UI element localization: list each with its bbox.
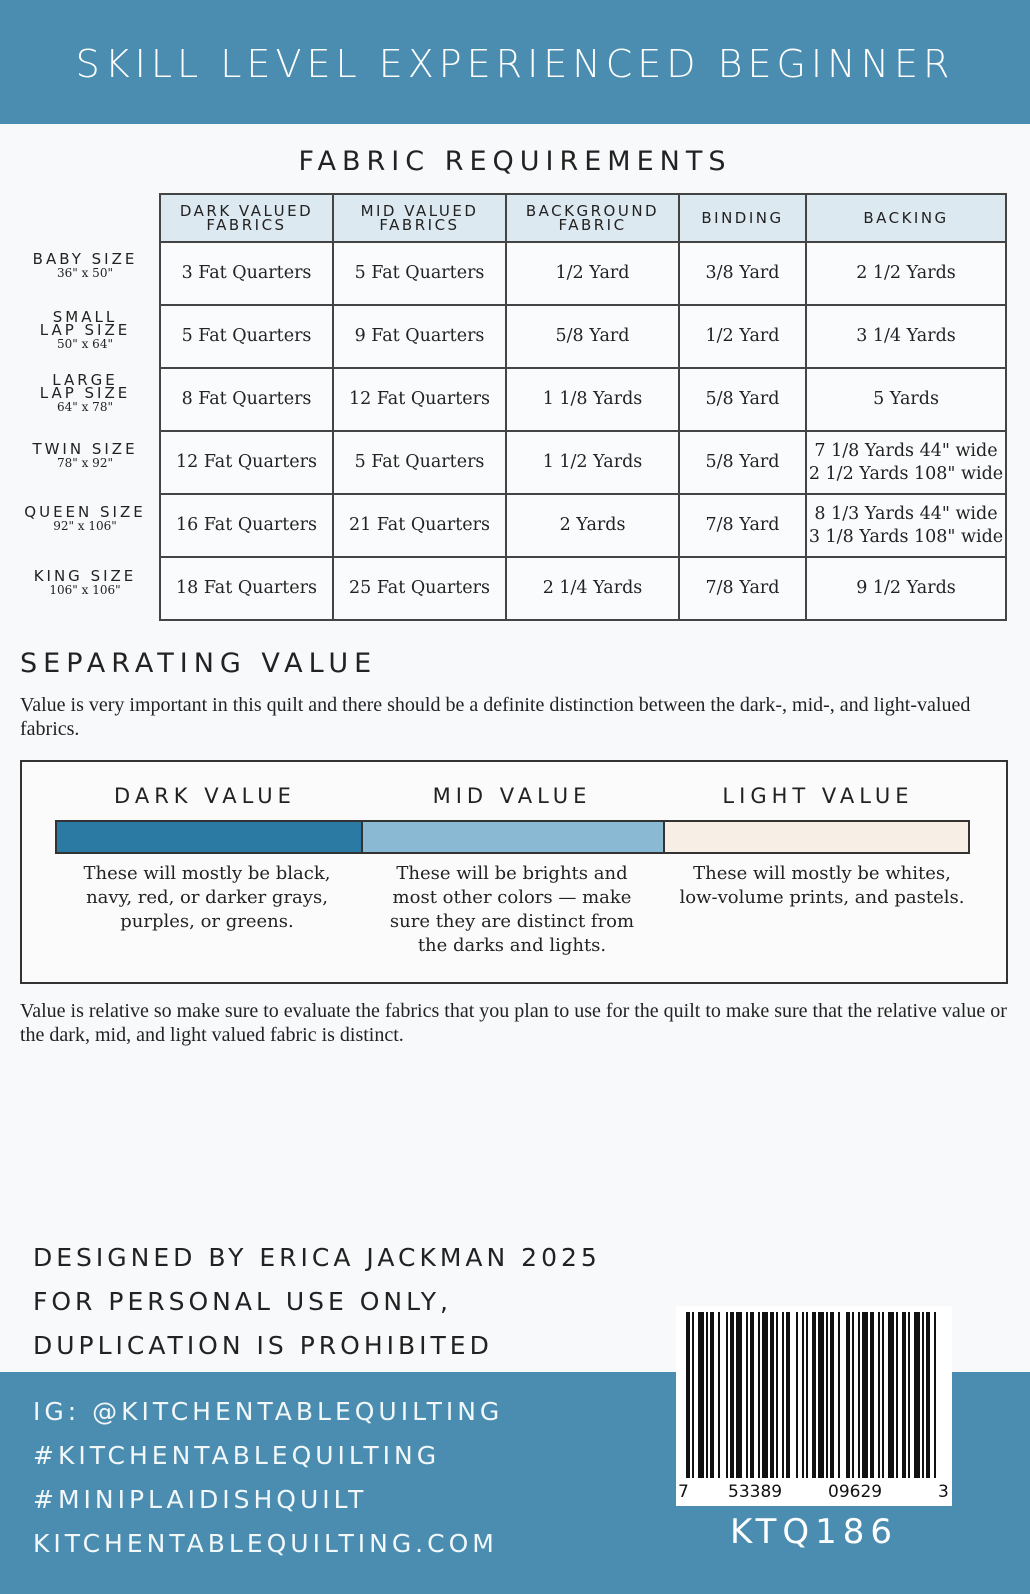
row-size-name: LAP SIZE [39,384,131,402]
light-value-swatch [663,820,970,854]
skill-level-banner [0,0,1030,124]
barcode-digit-group1: 53389 [728,1482,783,1502]
barcode-bar [692,1312,694,1478]
row-size-name: LARGE [52,371,118,389]
barcode-bar [698,1312,704,1478]
barcode-bar [782,1312,784,1478]
mid-value-description: These will be brights and most other colors — make sure they are distinct from the darks and lights. [389,863,635,956]
cell-binding: 3/8 Yard [679,242,806,305]
barcode-bar [926,1312,930,1478]
light-value-label: LIGHT VALUE [722,784,914,808]
barcode-bar [762,1312,768,1478]
barcode-bar [726,1312,728,1478]
cell-backing: 5 Yards [806,368,1006,431]
barcode-bar [686,1312,690,1478]
barcode-bar [830,1312,834,1478]
table-row [160,557,1006,620]
cell-binding: 7/8 Yard [679,557,806,620]
cell-background: 1/2 Yard [506,242,679,305]
row-label-king [16,567,154,597]
duplication-notice: DUPLICATION IS PROHIBITED [33,1331,493,1360]
column-header-binding: BINDING [679,194,806,242]
barcode-bar [902,1312,906,1478]
barcode-bar [858,1312,860,1478]
cell-binding: 1/2 Yard [679,305,806,368]
barcode-bar [826,1312,828,1478]
barcode-bar [796,1312,798,1478]
barcode-bar [870,1312,874,1478]
barcode-bar [786,1312,790,1478]
product-sku: KTQ186 [729,1512,899,1552]
personal-use-notice: FOR PERSONAL USE ONLY, [33,1287,452,1316]
row-label-small-lap [16,308,154,351]
cell-background: 5/8 Yard [506,305,679,368]
cell-background: 2 1/4 Yards [506,557,679,620]
barcode-bar [730,1312,734,1478]
row-label-twin [16,440,154,470]
instagram-handle: IG: @KITCHENTABLEQUILTING [33,1397,504,1426]
row-size-dims: 106" x 106" [49,583,121,597]
barcode-bar [934,1312,936,1478]
barcode-bar [846,1312,850,1478]
fabric-requirements-table [159,193,1007,621]
row-size-dims: 92" x 106" [53,519,117,533]
barcode-bar [896,1312,898,1478]
light-value-description: These will mostly be whites, low-volume prints, and pastels. [679,863,965,908]
cell-backing [806,431,1006,494]
barcode-digits [676,1482,952,1504]
cell-binding: 5/8 Yard [679,431,806,494]
row-size-dims: 64" x 78" [57,400,113,414]
backing-line-2: 3 1/8 Yards 108" wide [808,526,1004,547]
barcode-bar [776,1312,778,1478]
cell-background: 1 1/8 Yards [506,368,679,431]
hashtag-kitchentablequilting: #KITCHENTABLEQUILTING [33,1441,441,1470]
barcode-bar [812,1312,816,1478]
table-row [160,242,1006,305]
cell-backing: 9 1/2 Yards [806,557,1006,620]
cell-mid: 5 Fat Quarters [333,431,506,494]
row-size-name: LAP SIZE [39,321,131,339]
barcode-bar [862,1312,868,1478]
barcode-digit-lead: 7 [678,1482,689,1502]
barcode-bar [882,1312,884,1478]
separating-value-title: SEPARATING VALUE [20,648,378,679]
cell-backing: 2 1/2 Yards [806,242,1006,305]
dark-value-swatch [55,820,363,854]
row-label-baby [16,250,154,280]
column-header-backing: BACKING [806,194,1006,242]
designer-credit: DESIGNED BY ERICA JACKMAN 2025 [33,1243,601,1272]
barcode-bar [710,1312,714,1478]
table-row [160,305,1006,368]
dark-value-description: These will mostly be black, navy, red, or darker grays, purples, or greens. [83,863,331,932]
barcode-bar [718,1312,720,1478]
barcode-bar [736,1312,742,1478]
fabric-requirements-title: FABRIC REQUIREMENTS [298,146,732,177]
column-header-background: BACKGROUND FABRIC [506,194,679,242]
barcode-bar [852,1312,854,1478]
cell-binding: 7/8 Yard [679,494,806,557]
cell-dark: 5 Fat Quarters [160,305,333,368]
credits-block [33,1236,601,1368]
cell-dark: 16 Fat Quarters [160,494,333,557]
barcode-bar [746,1312,748,1478]
row-size-name: TWIN SIZE [32,440,138,458]
cell-dark: 12 Fat Quarters [160,431,333,494]
cell-dark: 8 Fat Quarters [160,368,333,431]
backing-line-1: 8 1/3 Yards 44" wide [814,503,998,524]
barcode-digit-check: 3 [938,1482,949,1502]
column-header-mid: MID VALUED FABRICS [333,194,506,242]
backing-line-2: 2 1/2 Yards 108" wide [808,463,1004,484]
barcode-bar [878,1312,880,1478]
cell-binding: 5/8 Yard [679,368,806,431]
row-label-queen [16,503,154,533]
barcode-bar [706,1312,708,1478]
barcode-bar [818,1312,824,1478]
cell-mid: 25 Fat Quarters [333,557,506,620]
dark-value-label: DARK VALUE [114,784,296,808]
barcode-bar [750,1312,754,1478]
website-url: KITCHENTABLEQUILTING.COM [33,1529,498,1558]
cell-background: 2 Yards [506,494,679,557]
table-row [160,494,1006,557]
barcode-bar [802,1312,804,1478]
barcode-bar [806,1312,808,1478]
relative-value-note: Value is relative so make sure to evaluate the fabrics that you plan to use for the quilt to make sure that the relative value or the dark, mid, and light valued fabric is distinct. [20,1000,1007,1046]
value-scale-box [20,760,1008,984]
row-size-name: KING SIZE [33,567,137,585]
barcode-bar [914,1312,920,1478]
separating-value-intro: Value is very important in this quilt and there should be a definite distinction between the dark-, mid-, and light-valued fabrics. [20,694,971,740]
cell-mid: 5 Fat Quarters [333,242,506,305]
backing-line-1: 7 1/8 Yards 44" wide [814,440,998,461]
barcode-digit-group2: 09629 [828,1482,883,1502]
barcode-bar [908,1312,910,1478]
barcode-bars-icon [676,1306,952,1482]
skill-level-text: SKILL LEVEL EXPERIENCED BEGINNER [75,42,955,86]
row-size-dims: 36" x 50" [57,266,113,280]
row-size-name: BABY SIZE [32,250,138,268]
barcode-bar [838,1312,840,1478]
row-size-dims: 78" x 92" [57,456,113,470]
table-header-row [160,194,1006,242]
row-size-dims: 50" x 64" [57,337,113,351]
cell-background: 1 1/2 Yards [506,431,679,494]
barcode-bar [758,1312,760,1478]
row-label-large-lap [16,371,154,414]
cell-dark: 18 Fat Quarters [160,557,333,620]
barcode-bar [922,1312,924,1478]
barcode-bar [888,1312,894,1478]
hashtag-miniplaidishquilt: #MINIPLAIDISHQUILT [33,1485,368,1514]
column-header-dark: DARK VALUED FABRICS [160,194,333,242]
mid-value-label: MID VALUE [432,784,592,808]
table-row [160,431,1006,494]
table-row [160,368,1006,431]
cell-backing: 3 1/4 Yards [806,305,1006,368]
row-size-name: QUEEN SIZE [24,503,146,521]
barcode-bar [770,1312,774,1478]
row-size-name: SMALL [52,308,118,326]
cell-mid: 21 Fat Quarters [333,494,506,557]
cell-dark: 3 Fat Quarters [160,242,333,305]
cell-mid: 12 Fat Quarters [333,368,506,431]
cell-mid: 9 Fat Quarters [333,305,506,368]
cell-backing [806,494,1006,557]
barcode [676,1306,952,1506]
mid-value-swatch [361,820,665,854]
